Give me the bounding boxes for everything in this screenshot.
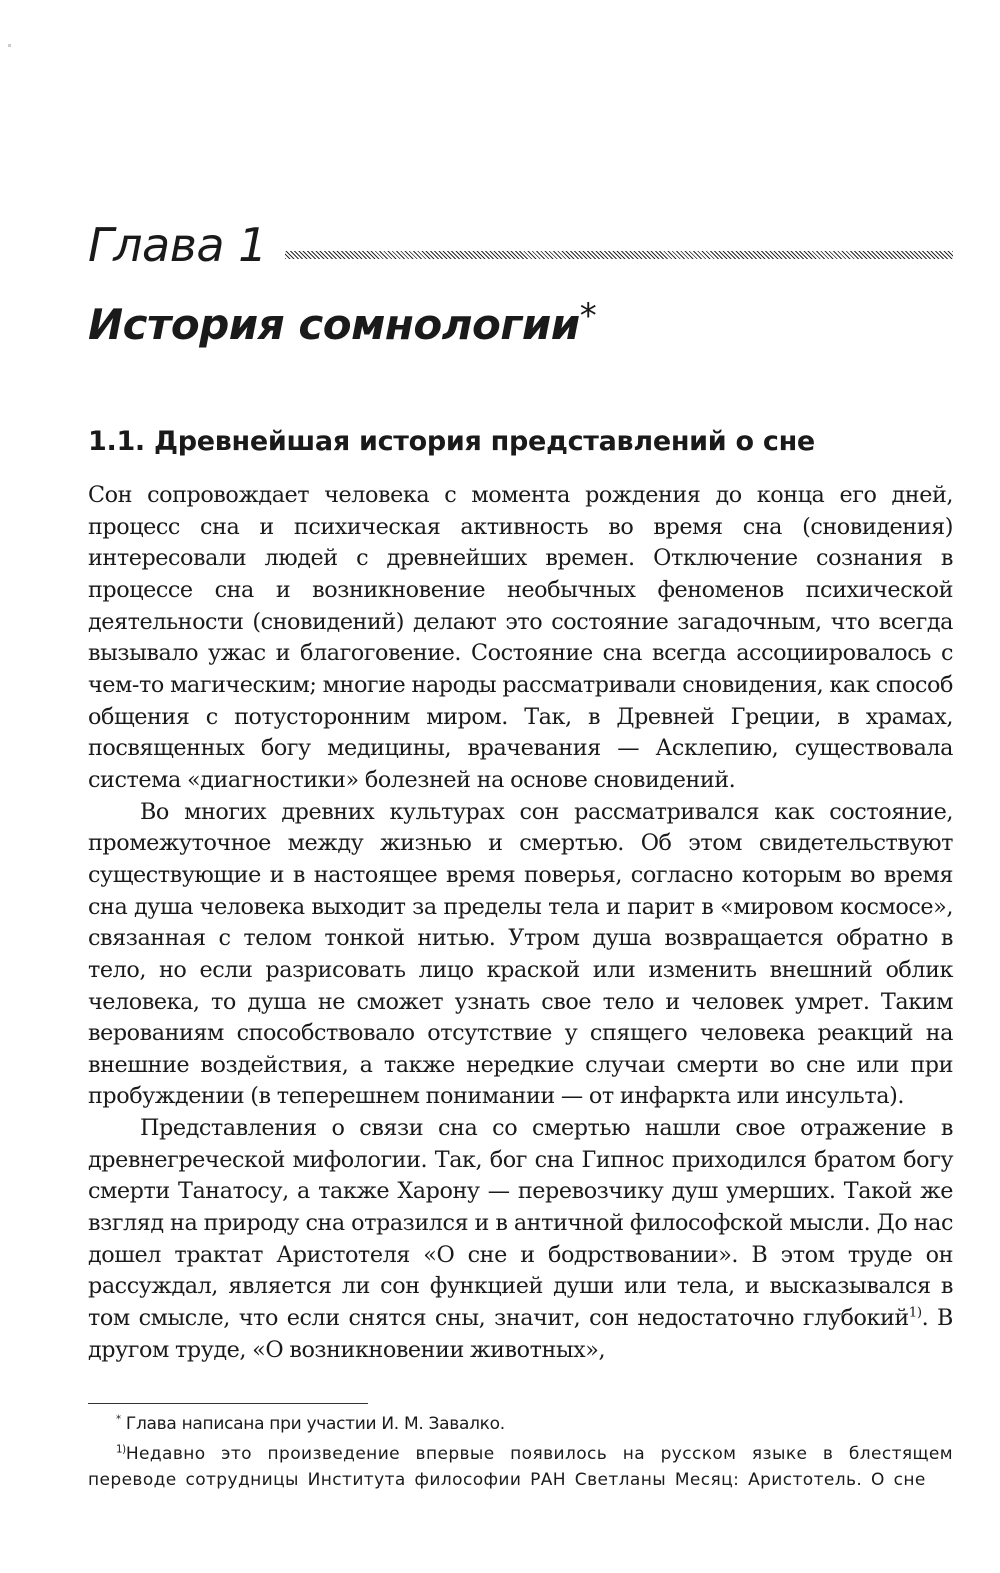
footnote-star bbox=[88, 1411, 953, 1437]
chapter-title-text: История сомнологии bbox=[88, 300, 580, 349]
paragraph-3-text-end: . В другом труде, «О возникновении животных», bbox=[88, 1305, 953, 1363]
paragraph-1: Сон сопровождает человека с момента рождения до конца его дней, процесс сна и психическая активность во время сна (сновидения) интересовали людей с древнейших времен. Отключение сознания в процессе сна и возникновение необычных феноменов психической деятельности (сновидений) делают это состояние загадочным, что всегда вызывало ужас и благоговение. Состояние сна всегда ассоциировалось с чем-то магическим; многие народы рассматривали сновидения, как способ общения с потусторонним миром. Так, в Древней Греции, в храмах, посвященных богу медицины, врачевания — Асклепию, существовала система «диагностики» болезней на основе сновидений. bbox=[88, 482, 953, 793]
footnote-separator bbox=[88, 1403, 368, 1404]
footnote-star-text: Глава написана при участии И. М. Завалко. bbox=[125, 1414, 505, 1434]
book-page bbox=[88, 0, 953, 1573]
chapter-title bbox=[88, 288, 596, 353]
chapter-label: Глава 1 bbox=[88, 218, 267, 272]
paragraph-3 bbox=[88, 1113, 953, 1366]
body-text bbox=[88, 480, 953, 1366]
footnote-1 bbox=[88, 1441, 953, 1493]
footnotes bbox=[88, 1411, 953, 1493]
footnote-1-mark: 1) bbox=[116, 1444, 126, 1456]
footnote-star-mark: * bbox=[116, 1414, 121, 1426]
section-heading: 1.1. Древнейшая история представлений о сне bbox=[88, 426, 815, 457]
chapter-header bbox=[88, 213, 953, 273]
paragraph-3-text-start: Представления о связи сна со смертью нашли свое отражение в древнегреческой мифологии. Так, бог сна Гипнос приходился братом богу смерти Танатосу, а также Харону — перевозчику душ умерших. Такой же взгляд на природу сна отразился и в античной философской мысли. До нас дошел трактат Аристотеля «О сне и бодрствовании». В этом труде он рассуждал, является ли сон функцией души или тела, и высказывался в том смысле, что если снятся сны, значит, сон недостаточно глубокий bbox=[88, 1115, 953, 1332]
scan-speck bbox=[8, 44, 11, 47]
footnote-1-text: Недавно это произведение впервые появилось на русском языке в блестящем переводе сотрудницы Института философии РАН Светланы Месяц: Аристотель. О сне bbox=[88, 1444, 953, 1490]
chapter-decorative-rule bbox=[285, 251, 953, 259]
chapter-title-footnote-mark: * bbox=[579, 296, 597, 336]
footnote-reference-1: 1) bbox=[908, 1305, 922, 1321]
paragraph-2: Во многих древних культурах сон рассматривался как состояние, промежуточное между жизнью и смертью. Об этом свидетельствуют существующие и в настоящее время поверья, согласно которым во время сна душа человека выходит за пределы тела и парит в «мировом космосе», связанная с телом тонкой нитью. Утром душа возвращается обратно в тело, но если разрисовать лицо краской или изменить внешний облик человека, то душа не сможет узнать свое тело и человек умрет. Таким верованиям способствовало отсутствие у спящего человека реакций на внешние воздействия, а также нередкие случаи смерти во сне или при пробуждении (в теперешнем понимании — от инфаркта или инсульта). bbox=[88, 798, 953, 1110]
